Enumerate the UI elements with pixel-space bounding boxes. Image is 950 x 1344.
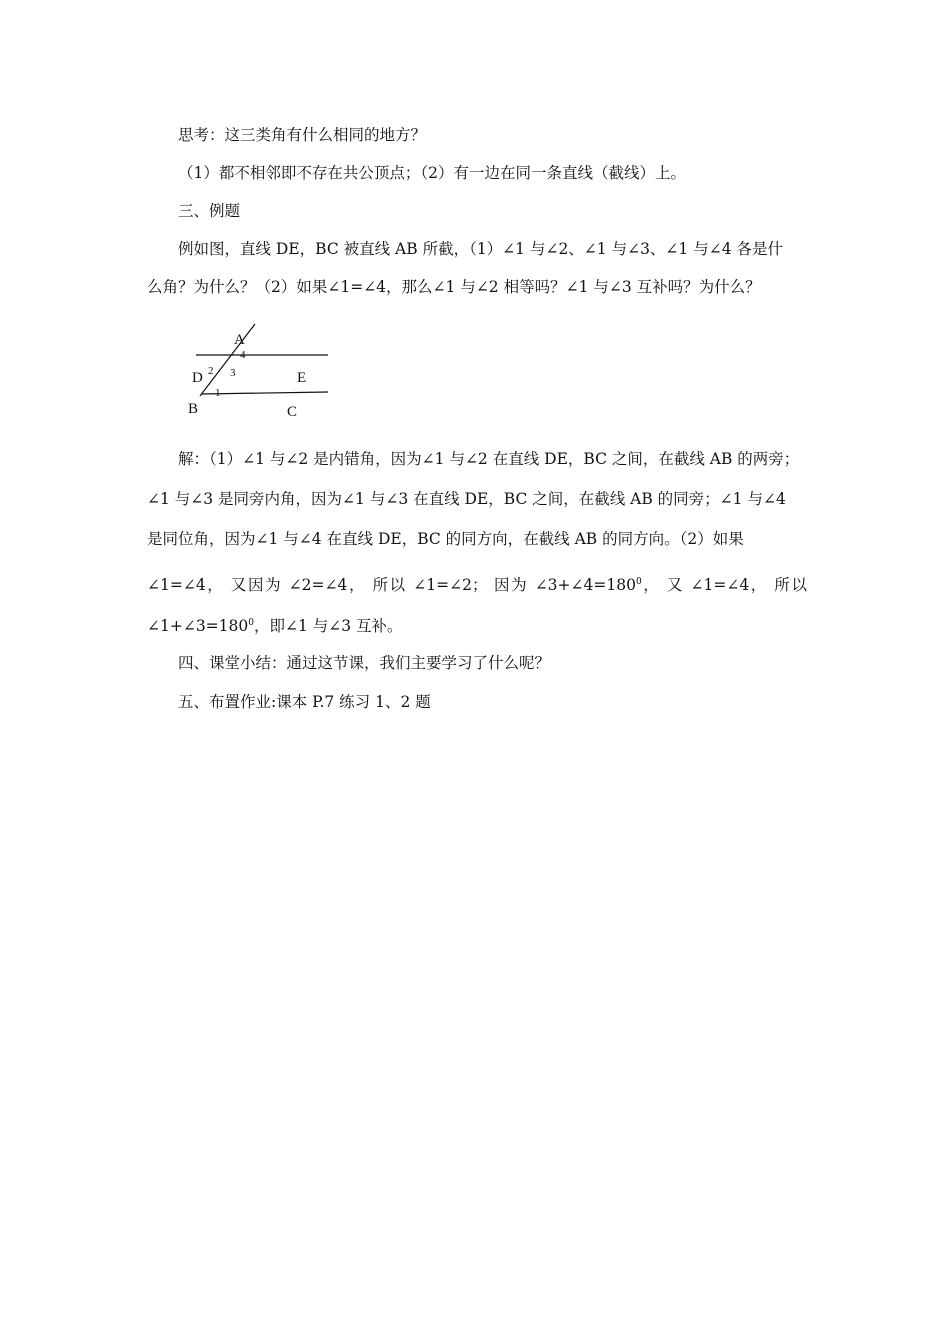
solution-line-4b: ， 又 ∠1=∠4， 所以: [641, 576, 807, 594]
homework-line: 五、布置作业:课本 P.7 练习 1、2 题: [178, 693, 431, 711]
solution-line-5a: ∠1+∠3=180: [147, 617, 249, 635]
example-line-1: 例如图，直线 DE，BC 被直线 AB 所截，（1）∠1 与∠2、∠1 与∠3、∠1 与∠4 各是什: [178, 240, 783, 258]
think-answer: （1）都不相邻即不存在共公顶点；（2）有一边在同一条直线（截线）上。: [178, 164, 686, 182]
solution-line-4: [147, 571, 807, 596]
solution-line-4a: ∠1=∠4， 又因为 ∠2=∠4， 所以 ∠1=∠2； 因为 ∠3+∠4=180: [147, 576, 636, 594]
line-bc: [202, 392, 328, 394]
angle-4: 4: [240, 349, 246, 361]
example-line-2: 么角？为什么？（2）如果∠1=∠4，那么∠1 与∠2 相等吗？∠1 与∠3 互补吗？为什么？: [147, 278, 761, 296]
think-question: 思考：这三类角有什么相同的地方？: [178, 126, 427, 144]
label-a: A: [234, 332, 245, 348]
solution-line-1: 解：（1）∠1 与∠2 是内错角，因为∠1 与∠2 在直线 DE，BC 之间，在截线 AB 的两旁；: [178, 450, 800, 468]
label-d: D: [192, 370, 203, 386]
line-ab: [200, 324, 255, 396]
label-b: B: [188, 401, 199, 417]
degree-sup-1: 0: [635, 577, 642, 587]
transversal-figure: [180, 320, 330, 430]
solution-line-5b: ，即∠1 与∠3 互补。: [254, 617, 403, 635]
solution-line-5: [147, 612, 807, 637]
solution-line-2: ∠1 与∠3 是同旁内角，因为∠1 与∠3 在直线 DE，BC 之间，在截线 AB 的同旁；∠1 与∠4: [147, 490, 786, 508]
section-example-heading: 三、例题: [178, 202, 241, 220]
solution-line-3: 是同位角，因为∠1 与∠4 在直线 DE，BC 的同方向，在截线 AB 的同方向。（2）如果: [147, 530, 744, 548]
label-e: E: [297, 370, 307, 386]
degree-sup-2: 0: [248, 618, 254, 628]
label-c: C: [287, 404, 298, 420]
angle-2: 2: [208, 365, 214, 377]
angle-1: 1: [215, 387, 221, 399]
angle-3: 3: [230, 367, 236, 379]
summary-line: 四、课堂小结：通过这节课，我们主要学习了什么呢？: [178, 654, 551, 672]
